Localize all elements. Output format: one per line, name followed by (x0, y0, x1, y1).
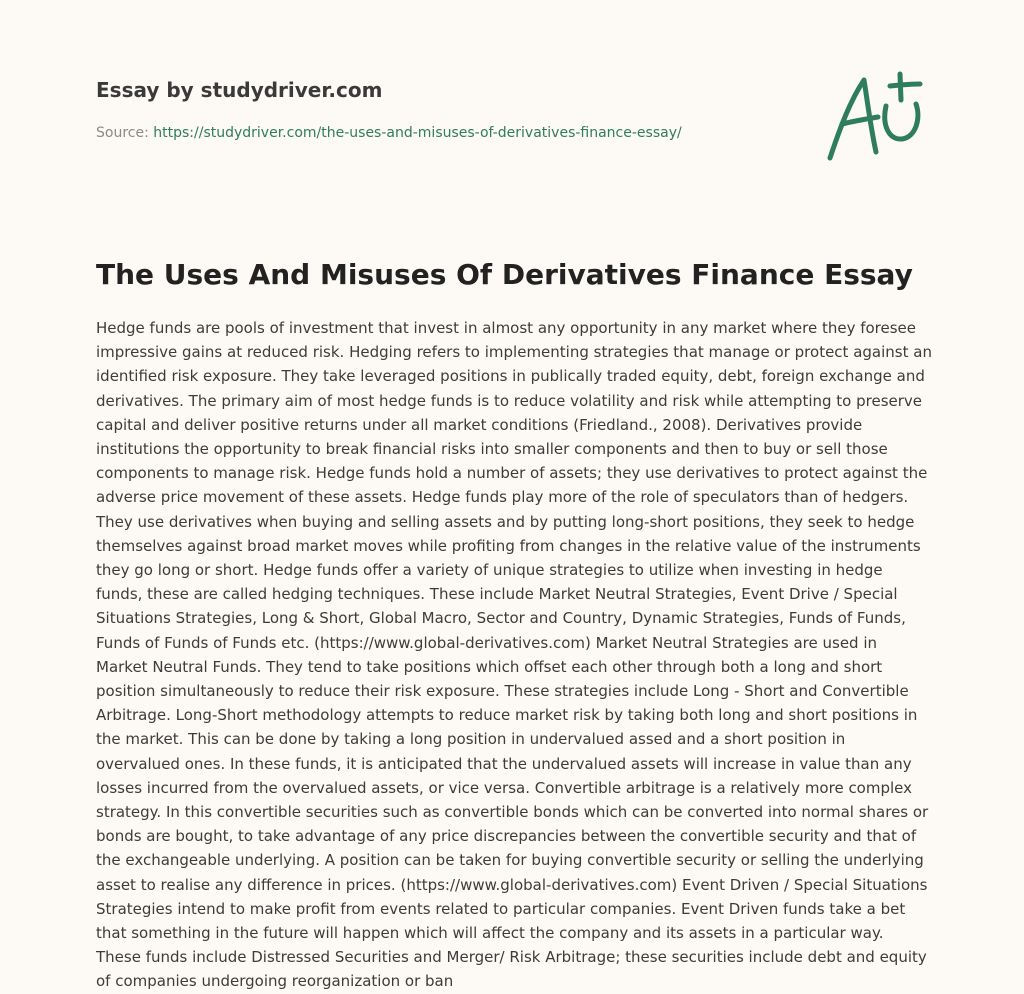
a-plus-logo-icon (820, 66, 930, 166)
essay-body: Hedge funds are pools of investment that invest in almost any opportunity in any market where they foresee impressive gains at reduced risk. Hedging refers to implementing strategies that manage or protect against an identified risk exposure. They take leveraged positions in publically traded equity, debt, foreign exchange and derivatives. The primary aim of most hedge funds is to reduce volatility and risk while attempting to preserve capital and deliver positive returns under all market conditions (Friedland., 2008). Derivatives provide institutions the opportunity to break financial risks into smaller components and then to buy or sell those components to manage risk. Hedge funds hold a number of assets; they use derivatives to protect against the adverse price movement of these assets. Hedge funds play more of the role of speculators than of hedgers. They use derivatives when buying and selling assets and by putting long-short positions, they seek to hedge themselves against broad market moves while profiting from changes in the relative value of the instruments they go long or short. Hedge funds offer a variety of unique strategies to utilize when investing in hedge funds, these are called hedging techniques. These include Market Neutral Strategies, Event Drive / Special Situations Strategies, Long & Short, Global Macro, Sector and Country, Dynamic Strategies, Funds of Funds, Funds of Funds of Funds etc. (https://www.global-derivatives.com) Market Neutral Strategies are used in Market Neutral Funds. They tend to take positions which offset each other through both a long and short position simultaneously to reduce their risk exposure. These strategies include Long - Short and Convertible Arbitrage. Long-Short methodology attempts to reduce market risk by taking both long and short positions in the market. This can be done by taking a long position in undervalued assed and a short position in overvalued ones. In these funds, it is anticipated that the undervalued assets will increase in value than any losses incurred from the overvalued assets, or vice versa. Convertible arbitrage is a relatively more complex strategy. In this convertible securities such as convertible bonds which can be converted into normal shares or bonds are bought, to take advantage of any price discrepancies between the convertible security and that of the exchangeable underlying. A position can be taken for buying convertible security or selling the underlying asset to realise any difference in prices. (https://www.global-derivatives.com) Event Driven / Special Situations Strategies intend to make profit from events related to particular companies. Event Driven funds take a bet that something in the future will happen which will affect the company and its assets in a particular way. These funds include Distressed Securities and Merger/ Risk Arbitrage; these securities include debt and equity of companies undergoing reorganization or ban (96, 319, 932, 991)
source-label: Source: (96, 125, 154, 141)
page-header (96, 76, 796, 142)
essay-title: The Uses And Misuses Of Derivatives Finance Essay (96, 258, 913, 291)
a-plus-logo (820, 66, 930, 166)
source-link[interactable]: https://studydriver.com/the-uses-and-misuses-of-derivatives-finance-essay/ (153, 125, 682, 141)
source-line (96, 124, 796, 142)
site-title: Essay by studydriver.com (96, 78, 383, 102)
